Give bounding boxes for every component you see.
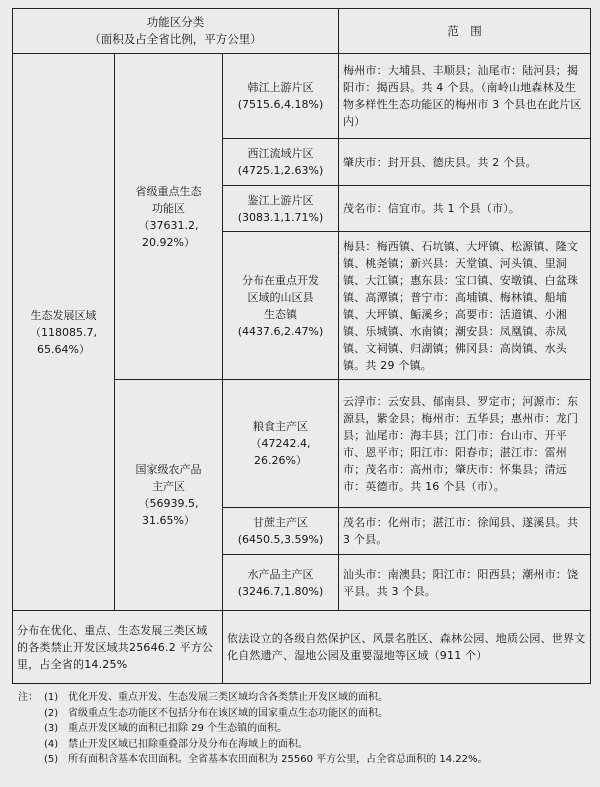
range-cell: 汕头市：南澳县；阳江市：阳西县；潮州市：饶平县。共 3 个县。 [339, 555, 591, 611]
subzone-name: 水产品主产区 [247, 567, 314, 581]
subzone-name: 鉴江上游片区 [247, 193, 314, 207]
footnote-item [18, 721, 588, 737]
table-row-prohibited-zones [13, 611, 591, 684]
national-agri-product-zone-cell [115, 380, 223, 611]
footnote-number: (2) [44, 707, 59, 719]
subzone-cell [223, 54, 339, 139]
subzone-area: (6450.5,3.59%) [237, 533, 324, 546]
range-cell: 茂名市：化州市；湛江市：徐闻县、遂溪县。共 3 个县。 [339, 508, 591, 555]
footnote-number: (5) [44, 754, 59, 765]
header-category-subtitle: （面积及占全省比例，平方公里） [89, 32, 262, 46]
zone-area: （37631.2, [138, 218, 199, 232]
subzone-percent: 26.26%） [254, 454, 307, 467]
footnote-item [18, 737, 588, 753]
prohibited-zone-cell: 分布在优化、重点、生态发展三类区域的各类禁止开发区域共25646.2 平方公里，占全省的14.25% [13, 611, 223, 684]
zone-name-line1: 省级重点生态 [135, 184, 202, 198]
zone-area: （118085.7, [30, 325, 97, 339]
zone-name-line2: 功能区 [152, 201, 185, 215]
footnote-item [18, 690, 588, 706]
subzone-name: 西江流域片区 [247, 147, 314, 160]
footnote-text: 重点开发区域的面积已扣除 29 个生态镇的面积。 [68, 723, 288, 734]
subzone-area: (3083.1,1.71%) [237, 210, 324, 224]
subzone-name: 粮食主产区 [253, 420, 308, 433]
subzone-name-line3: 生态镇 [264, 307, 297, 321]
footnote-number: (1) [44, 692, 59, 703]
subzone-area: (7515.6,4.18%) [237, 98, 324, 111]
footnote-prefix: 注： [18, 692, 38, 703]
subzone-name-line1: 分布在重点开发 [242, 273, 319, 287]
footnote-number: (4) [44, 738, 59, 750]
footnote-text: 所有面积含基本农田面积。全省基本农田面积为 25560 平方公里，占全省总面积的 14.22%。 [68, 754, 488, 765]
subzone-name: 韩江上游片区 [247, 81, 314, 94]
zone-percent: 65.64%） [37, 342, 90, 356]
range-cell: 茂名市：信宜市。共 1 个县（市）。 [339, 186, 591, 232]
subzone-area: （47242.4, [250, 437, 311, 450]
table-header-row [13, 9, 591, 54]
header-category-title: 功能区分类 [146, 15, 205, 29]
footnote-number: (3) [44, 723, 59, 734]
header-range-cell: 范 围 [339, 9, 591, 54]
range-cell: 云浮市：云安县、郁南县、罗定市；河源市：东源县，紫金县；梅州市：五华县；惠州市：龙门县；汕尾市：海丰县；江门市：台山市、开平市、恩平市；阳江市：阳春市；湛江市：雷州市；茂名市：高州市；肇庆市：怀集县；清远市：英德市。共 16 个县（市）。 [339, 380, 591, 508]
function-zone-table [12, 8, 591, 684]
zone-name-line1: 国家级农产品 [135, 463, 202, 476]
footnote-item [18, 706, 588, 722]
subzone-cell [223, 555, 339, 611]
ecological-development-zone-cell [13, 54, 115, 611]
zone-area: （56939.5, [138, 497, 199, 510]
range-cell: 梅州市：大埔县、丰顺县；汕尾市：陆河县；揭阳市：揭西县。共 4 个县。（南岭山地森林及生物多样性生态功能区的梅州市 3 个县也在此片区内） [339, 54, 591, 139]
subzone-cell [223, 139, 339, 186]
prohibited-zone-range-cell: 依法设立的各级自然保护区、风景名胜区、森林公园、地质公园、世界文化自然遗产、湿地公园及重要湿地等区域（911 个） [223, 611, 591, 684]
zone-name-line2: 主产区 [152, 480, 185, 493]
subzone-name-line2: 区域的山区县 [247, 290, 314, 304]
zone-name: 生态发展区域 [30, 308, 97, 322]
subzone-area: (4437.6,2.47%) [237, 324, 324, 338]
footnote-text: 省级重点生态功能区不包括分布在该区域的国家重点生态功能区的面积。 [68, 707, 388, 719]
range-cell: 肇庆市：封开县、德庆县。共 2 个县。 [339, 139, 591, 186]
footnotes [18, 690, 588, 768]
subzone-cell [223, 508, 339, 555]
subzone-cell [223, 186, 339, 232]
zone-percent: 20.92%） [142, 235, 195, 249]
footnote-text: 优化开发、重点开发、生态发展三类区域均含各类禁止开发区域的面积。 [68, 692, 388, 703]
subzone-cell [223, 232, 339, 380]
provincial-eco-function-zone-cell [115, 54, 223, 380]
subzone-cell [223, 380, 339, 508]
table-row [13, 54, 591, 139]
subzone-area: (4725.1,2.63%) [237, 164, 324, 177]
subzone-name: 甘蔗主产区 [253, 516, 308, 529]
footnote-item [18, 752, 588, 768]
subzone-area: (3246.7,1.80%) [237, 584, 324, 598]
zone-percent: 31.65%） [142, 514, 195, 527]
range-cell: 梅县：梅西镇、石坑镇、大坪镇、松源镇、隆文镇、桃尧镇；新兴县：天堂镇、河头镇、里洞镇、大江镇；惠东县：宝口镇、安墩镇、白盆珠镇、高潭镇；普宁市：高埔镇、梅林镇、船埔镇、大坪镇、鮜溪乡；高要市：活道镇、小湘镇、乐城镇、水南镇；潮安县：凤凰镇、赤凤镇、文祠镇、归湖镇；佛冈县：高岗镇、水头镇。共 29 个镇。 [339, 232, 591, 380]
footnote-text: 禁止开发区域已扣除重叠部分及分布在海域上的面积。 [68, 738, 308, 750]
header-category-cell [13, 9, 339, 54]
